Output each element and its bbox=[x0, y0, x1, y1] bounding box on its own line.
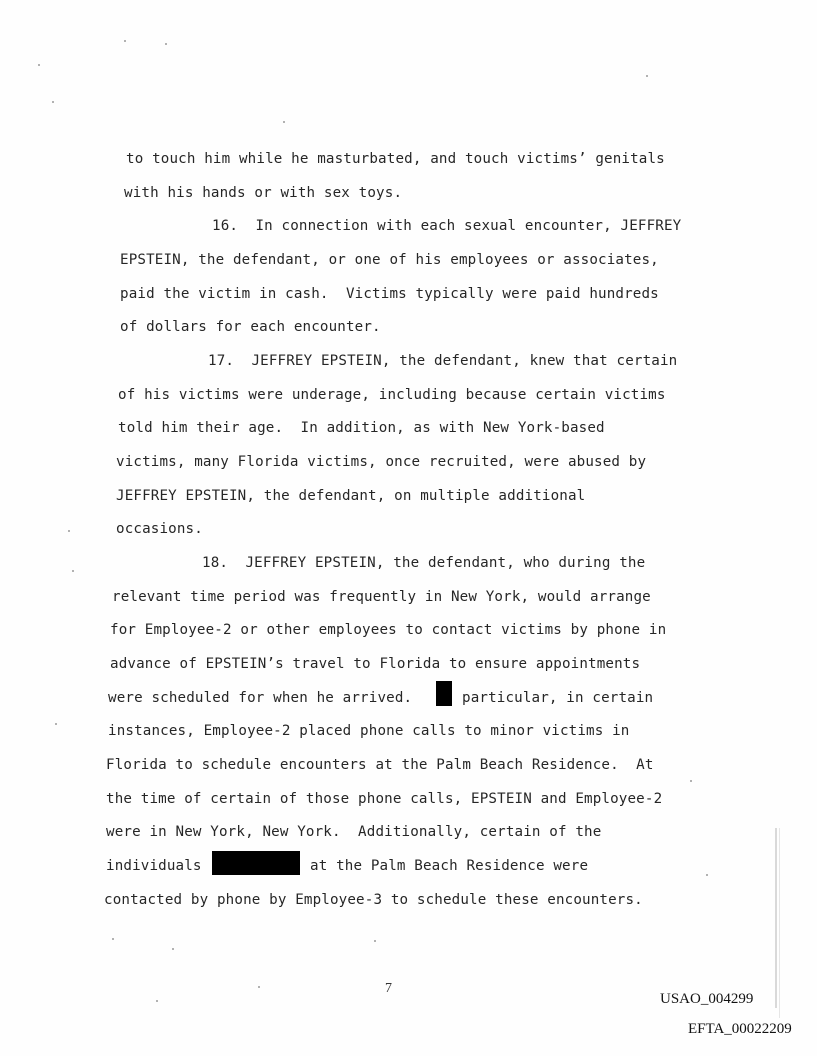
scan-speck bbox=[646, 75, 648, 77]
body-text-line: EPSTEIN, the defendant, or one of his employees or associates, bbox=[120, 252, 659, 268]
scan-edge-mark bbox=[775, 828, 777, 1008]
body-text-line: individuals bbox=[106, 858, 202, 874]
body-text-line: occasions. bbox=[116, 521, 203, 537]
paragraph-16-start: 16. In connection with each sexual encounter, JEFFREY bbox=[212, 218, 682, 234]
scan-speck bbox=[156, 1000, 158, 1002]
scan-speck bbox=[374, 940, 376, 942]
body-text-line: the time of certain of those phone calls, EPSTEIN and Employee-2 bbox=[106, 791, 663, 807]
scan-speck bbox=[52, 101, 54, 103]
body-text-line: victims, many Florida victims, once recruited, were abused by bbox=[116, 454, 647, 470]
body-text-line: for Employee-2 or other employees to contact victims by phone in bbox=[110, 622, 667, 638]
body-text-line: paid the victim in cash. Victims typically were paid hundreds bbox=[120, 286, 659, 302]
body-text-line: particular, in certain bbox=[462, 690, 654, 706]
scan-speck bbox=[690, 780, 692, 782]
scan-speck bbox=[38, 64, 40, 66]
body-text-line: of his victims were underage, including because certain victims bbox=[118, 387, 666, 403]
scan-speck bbox=[68, 530, 70, 532]
body-text-line: of dollars for each encounter. bbox=[120, 319, 381, 335]
scan-speck bbox=[124, 40, 126, 42]
bates-number-usao: USAO_004299 bbox=[660, 991, 754, 1007]
scan-speck bbox=[283, 121, 285, 123]
body-text-line: contacted by phone by Employee-3 to schedule these encounters. bbox=[104, 892, 643, 908]
body-text-line: were in New York, New York. Additionally, certain of the bbox=[106, 824, 602, 840]
scan-speck bbox=[165, 43, 167, 45]
body-text-line: at the Palm Beach Residence were bbox=[310, 858, 589, 874]
redaction-box bbox=[436, 681, 452, 706]
scan-speck bbox=[172, 948, 174, 950]
body-text-line: were scheduled for when he arrived. bbox=[108, 690, 413, 706]
body-text-line: told him their age. In addition, as with New York-based bbox=[118, 420, 605, 436]
bates-number-efta: EFTA_00022209 bbox=[688, 1021, 792, 1037]
body-text-line: with his hands or with sex toys. bbox=[124, 185, 403, 201]
body-text-line: Florida to schedule encounters at the Palm Beach Residence. At bbox=[106, 757, 654, 773]
scan-speck bbox=[72, 570, 74, 572]
body-text-line: advance of EPSTEIN’s travel to Florida to ensure appointments bbox=[110, 656, 641, 672]
scan-edge-mark bbox=[779, 828, 780, 1018]
redaction-box bbox=[212, 851, 300, 875]
body-text-line: instances, Employee-2 placed phone calls to minor victims in bbox=[108, 723, 630, 739]
body-text-line: to touch him while he masturbated, and touch victims’ genitals bbox=[126, 151, 665, 167]
body-text-line: relevant time period was frequently in New York, would arrange bbox=[112, 589, 651, 605]
body-text-line: JEFFREY EPSTEIN, the defendant, on multiple additional bbox=[116, 488, 586, 504]
scan-speck bbox=[112, 938, 114, 940]
scan-speck bbox=[706, 874, 708, 876]
page-number: 7 bbox=[385, 981, 392, 996]
paragraph-17-start: 17. JEFFREY EPSTEIN, the defendant, knew that certain bbox=[208, 353, 678, 369]
scan-speck bbox=[258, 986, 260, 988]
scan-speck bbox=[55, 723, 57, 725]
paragraph-18-start: 18. JEFFREY EPSTEIN, the defendant, who during the bbox=[202, 555, 646, 571]
